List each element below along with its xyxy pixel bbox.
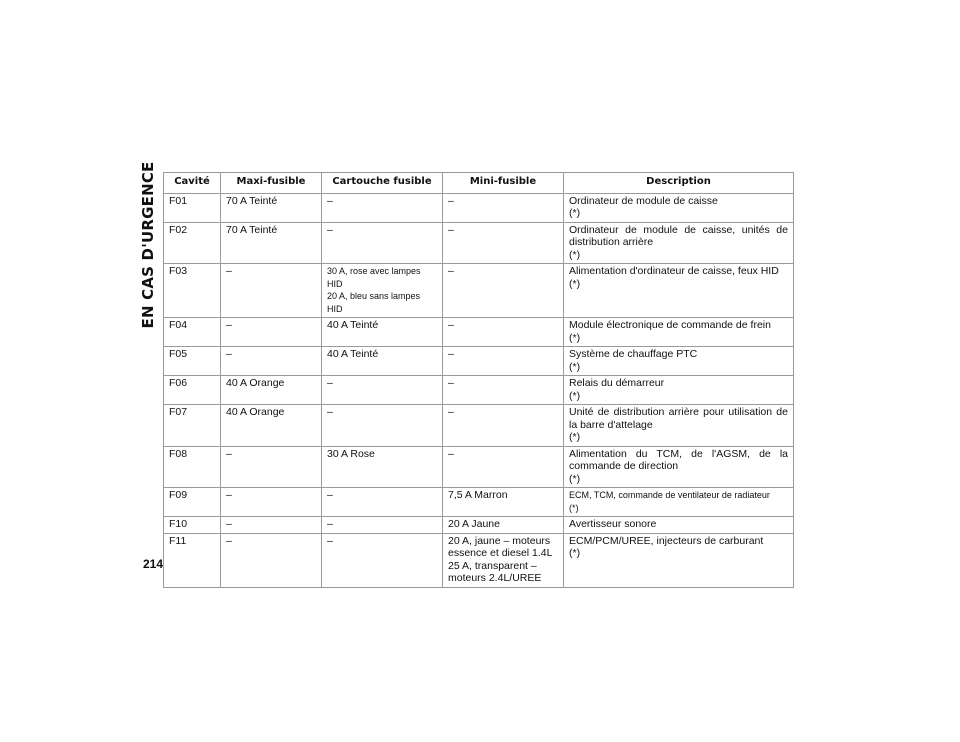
cell-cartouche-fusible bbox=[322, 446, 443, 488]
cell-cartouche-fusible bbox=[322, 517, 443, 534]
header-maxi-fusible: Maxi-fusible bbox=[221, 173, 322, 194]
cell-cartouche-fusible-line: 20 A, bleu sans lampes HID bbox=[327, 291, 421, 314]
cell-mini-fusible-line: – bbox=[448, 447, 454, 460]
cell-description bbox=[564, 517, 794, 534]
cell-maxi-fusible: – bbox=[221, 517, 322, 534]
cell-description bbox=[564, 347, 794, 376]
cell-cavite: F11 bbox=[164, 533, 221, 587]
cell-description-line: (*) bbox=[569, 547, 581, 559]
cell-cartouche-fusible-line: – bbox=[327, 406, 333, 418]
page-number: 214 bbox=[143, 557, 164, 571]
table-row bbox=[164, 517, 794, 534]
fuse-table bbox=[163, 172, 794, 588]
cell-mini-fusible bbox=[443, 446, 564, 488]
cell-description bbox=[564, 193, 794, 222]
cell-mini-fusible-line: – bbox=[448, 194, 454, 207]
cell-cartouche-fusible-line: 30 A Rose bbox=[327, 447, 375, 460]
cell-mini-fusible-line: – bbox=[448, 406, 454, 418]
table-row bbox=[164, 193, 794, 222]
cell-description-line: Ordinateur de module de caisse, unités de distribution arrière bbox=[569, 223, 788, 248]
cell-mini-fusible-line: – bbox=[448, 223, 454, 236]
cell-maxi-fusible: – bbox=[221, 533, 322, 587]
header-cartouche-fusible: Cartouche fusible bbox=[322, 173, 443, 194]
cell-description-line: (*) bbox=[569, 431, 581, 443]
cell-cavite: F06 bbox=[164, 376, 221, 405]
header-cavite: Cavité bbox=[164, 173, 221, 194]
cell-description-line: (*) bbox=[569, 331, 581, 344]
table-row bbox=[164, 446, 794, 488]
section-title-text: EN CAS D'URGENCE bbox=[139, 161, 157, 329]
cell-maxi-fusible: 40 A Orange bbox=[221, 376, 322, 405]
cell-cavite: F07 bbox=[164, 405, 221, 447]
cell-mini-fusible bbox=[443, 347, 564, 376]
cell-description bbox=[564, 533, 794, 587]
cell-description bbox=[564, 488, 794, 517]
cell-description-line: ECM/PCM/UREE, injecteurs de carburant bbox=[569, 534, 764, 547]
cell-maxi-fusible: – bbox=[221, 488, 322, 517]
cell-cartouche-fusible-line: 30 A, rose avec lampes HID bbox=[327, 266, 421, 289]
cell-description bbox=[564, 222, 794, 264]
cell-cartouche-fusible bbox=[322, 347, 443, 376]
cell-cavite: F03 bbox=[164, 264, 221, 318]
cell-description-line: ECM, TCM, commande de ventilateur de radiateur bbox=[569, 490, 770, 500]
cell-cartouche-fusible-line: 40 A Teinté bbox=[327, 348, 379, 360]
cell-mini-fusible-line: – bbox=[448, 348, 454, 360]
cell-description bbox=[564, 446, 794, 488]
cell-description-line: (*) bbox=[569, 277, 581, 290]
cell-description bbox=[564, 318, 794, 347]
section-title bbox=[137, 161, 159, 329]
cell-mini-fusible-line: 20 A, jaune – moteurs essence et diesel 1.4L bbox=[448, 534, 553, 559]
cell-cavite: F10 bbox=[164, 517, 221, 534]
table-row bbox=[164, 405, 794, 447]
cell-mini-fusible-line: 7,5 A Marron bbox=[448, 489, 508, 501]
cell-mini-fusible bbox=[443, 222, 564, 264]
cell-cavite: F05 bbox=[164, 347, 221, 376]
cell-description-line: Alimentation d'ordinateur de caisse, feux HID bbox=[569, 265, 779, 277]
table-body bbox=[164, 193, 794, 587]
cell-cartouche-fusible-line: – bbox=[327, 518, 333, 530]
cell-cartouche-fusible-line: – bbox=[327, 194, 333, 207]
cell-mini-fusible-line: – bbox=[448, 319, 454, 331]
cell-mini-fusible bbox=[443, 517, 564, 534]
cell-description-line: Ordinateur de module de caisse bbox=[569, 194, 718, 207]
cell-cavite: F08 bbox=[164, 446, 221, 488]
cell-cavite: F09 bbox=[164, 488, 221, 517]
cell-description-line: (*) bbox=[569, 389, 581, 402]
cell-maxi-fusible: 40 A Orange bbox=[221, 405, 322, 447]
cell-cartouche-fusible bbox=[322, 488, 443, 517]
cell-maxi-fusible: – bbox=[221, 347, 322, 376]
cell-cartouche-fusible bbox=[322, 264, 443, 318]
cell-mini-fusible-line: – bbox=[448, 377, 454, 389]
cell-maxi-fusible: 70 A Teinté bbox=[221, 222, 322, 264]
cell-description-line: Module électronique de commande de frein bbox=[569, 319, 771, 331]
cell-description-line: (*) bbox=[569, 360, 581, 373]
cell-mini-fusible-line: – bbox=[448, 265, 454, 277]
cell-cartouche-fusible-line: – bbox=[327, 489, 333, 501]
cell-description-line: (*) bbox=[569, 207, 581, 219]
cell-mini-fusible bbox=[443, 318, 564, 347]
cell-cartouche-fusible-line: 40 A Teinté bbox=[327, 319, 379, 331]
cell-mini-fusible bbox=[443, 533, 564, 587]
cell-cartouche-fusible bbox=[322, 405, 443, 447]
cell-cavite: F04 bbox=[164, 318, 221, 347]
table-header-row bbox=[164, 173, 794, 194]
header-mini-fusible: Mini-fusible bbox=[443, 173, 564, 194]
cell-description-line: Relais du démarreur bbox=[569, 377, 665, 389]
header-description: Description bbox=[564, 173, 794, 194]
cell-description-line: (*) bbox=[569, 472, 581, 485]
cell-description bbox=[564, 264, 794, 318]
cell-mini-fusible-line: 25 A, transparent – moteurs 2.4L/UREE bbox=[448, 559, 542, 584]
cell-description-line: Avertisseur sonore bbox=[569, 518, 657, 530]
cell-maxi-fusible: – bbox=[221, 264, 322, 318]
cell-description-line: Unité de distribution arrière pour utilisation de la barre d'attelage bbox=[569, 406, 788, 431]
table-row bbox=[164, 488, 794, 517]
table-row bbox=[164, 318, 794, 347]
cell-description-line: (*) bbox=[569, 502, 579, 513]
cell-description-line: Alimentation du TCM, de l'AGSM, de la commande de direction bbox=[569, 447, 788, 472]
cell-mini-fusible bbox=[443, 376, 564, 405]
cell-description-line: (*) bbox=[569, 248, 581, 261]
cell-mini-fusible bbox=[443, 193, 564, 222]
cell-cartouche-fusible bbox=[322, 318, 443, 347]
cell-cartouche-fusible-line: – bbox=[327, 377, 333, 389]
cell-cartouche-fusible bbox=[322, 376, 443, 405]
cell-cartouche-fusible bbox=[322, 222, 443, 264]
cell-mini-fusible bbox=[443, 488, 564, 517]
cell-description bbox=[564, 405, 794, 447]
table-row bbox=[164, 222, 794, 264]
cell-cartouche-fusible bbox=[322, 193, 443, 222]
table-row bbox=[164, 533, 794, 587]
cell-description-line: Système de chauffage PTC bbox=[569, 348, 698, 360]
cell-cartouche-fusible-line: – bbox=[327, 534, 333, 547]
cell-maxi-fusible: – bbox=[221, 446, 322, 488]
table-row bbox=[164, 347, 794, 376]
cell-mini-fusible-line: 20 A Jaune bbox=[448, 518, 500, 530]
cell-maxi-fusible: – bbox=[221, 318, 322, 347]
cell-cavite: F02 bbox=[164, 222, 221, 264]
cell-cartouche-fusible-line: – bbox=[327, 223, 333, 236]
cell-mini-fusible bbox=[443, 405, 564, 447]
table-row bbox=[164, 376, 794, 405]
cell-maxi-fusible: 70 A Teinté bbox=[221, 193, 322, 222]
cell-mini-fusible bbox=[443, 264, 564, 318]
cell-description bbox=[564, 376, 794, 405]
cell-cartouche-fusible bbox=[322, 533, 443, 587]
cell-cavite: F01 bbox=[164, 193, 221, 222]
table-row bbox=[164, 264, 794, 318]
